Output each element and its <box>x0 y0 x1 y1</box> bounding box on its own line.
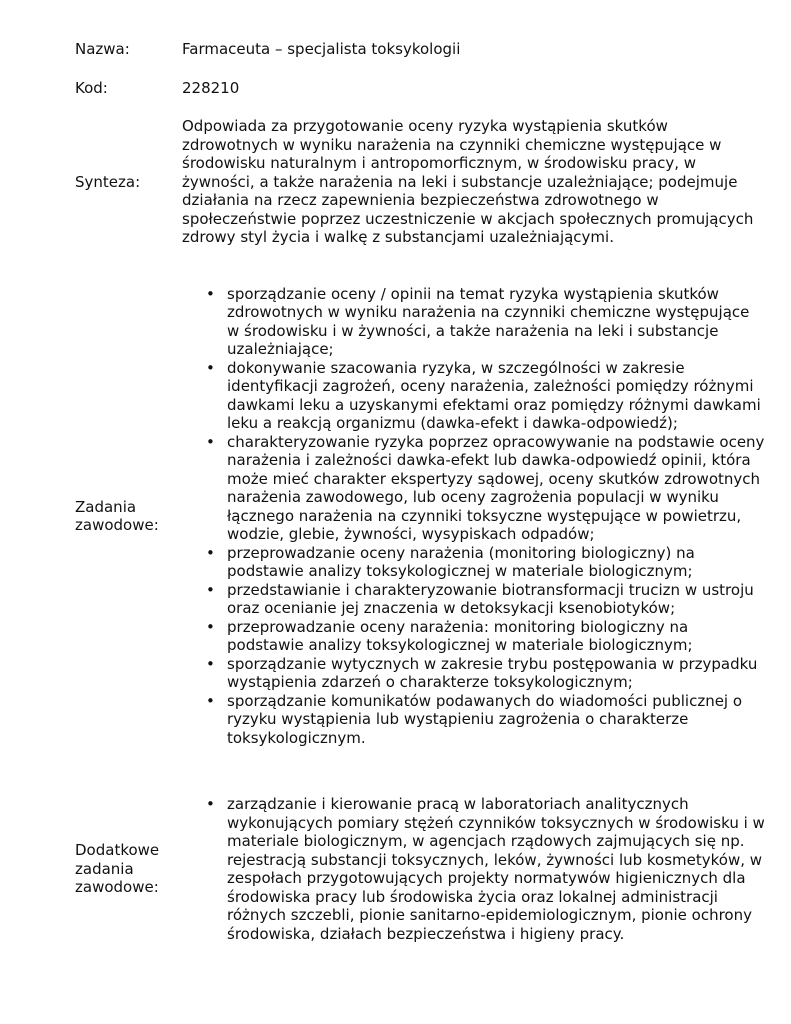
extra-tasks-label: Dodatkowe zadania zawodowe: <box>75 841 160 897</box>
list-item <box>206 580 765 618</box>
list-item <box>206 654 765 692</box>
bullet-icon: • <box>206 795 215 813</box>
bullet-icon: • <box>206 654 215 673</box>
bullet-icon: • <box>206 284 215 303</box>
code-value: 228210 <box>182 78 240 97</box>
task-text: sporządzanie oceny / opinii na temat ryzyka wystąpienia skutków zdrowotnych w wyniku narażenia na czynniki chemiczne występujące w środowisku i w żywności, a także narażenia na leki i substancje uzależniające; <box>227 284 750 359</box>
task-text: charakteryzowanie ryzyka poprzez opracowywanie na podstawie oceny narażenia i zależności dawka-efekt lub dawka-odpowiedź opinii, która może mieć charakter ekspertyzy sądowej, oceny skutków zdrowotnych narażenia zawodowego, lub oceny zagrożenia populacji w wyniku łącznego narażenia na czynniki toksyczne występujące w powietrzu, wodzie, glebie, żywności, wysypiskach odpadów; <box>227 432 765 544</box>
synthesis-row <box>75 118 765 246</box>
name-label: Nazwa: <box>75 39 130 58</box>
bullet-icon: • <box>206 580 215 599</box>
task-text: dokonywanie szacowania ryzyka, w szczególności w zakresie identyfikacji zagrożeń, oceny narażenia, zależności pomiędzy różnymi dawkami leku a uzyskanymi efektami oraz pomiędzy różnymi dawkami leku a reakcją organizmu (dawka-efekt i dawka-odpowiedź); <box>227 358 761 433</box>
name-row <box>75 39 765 59</box>
list-item <box>206 358 765 433</box>
synthesis-label: Synteza: <box>75 172 141 191</box>
code-label: Kod: <box>75 78 108 97</box>
list-item <box>206 691 765 748</box>
list-item <box>206 617 765 655</box>
synthesis-value: Odpowiada za przygotowanie oceny ryzyka wystąpienia skutków zdrowotnych w wyniku narażenia na czynniki chemiczne występujące w środowisku naturalnym i antropomorficznym, w środowisku pracy, w żywności, a także narażenia na leki i substancje uzależniające; podejmuje działania na rzecz zapewnienia bezpieczeństwa zdrowotnego w społeczeństwie poprzez uczestniczenie w akcjach społecznych promujących zdrowy styl życia i walkę z substancjami uzależniającymi. <box>182 117 754 247</box>
bullet-icon: • <box>206 617 215 636</box>
bullet-icon: • <box>206 543 215 562</box>
name-value: Farmaceuta – specjalista toksykologii <box>182 39 461 58</box>
task-text: przedstawianie i charakteryzowanie biotransformacji trucizn w ustroju oraz ocenianie jej znaczenia w detoksykacji ksenobiotyków; <box>227 580 754 618</box>
list-item <box>206 795 765 943</box>
task-text: sporządzanie wytycznych w zakresie trybu postępowania w przypadku wystąpienia zdarzeń o charakterze toksykologicznym; <box>227 654 758 692</box>
code-row <box>75 78 765 98</box>
extra-tasks-list-container <box>182 795 765 943</box>
list-item <box>206 432 765 544</box>
list-item <box>206 284 765 359</box>
task-text: przeprowadzanie oceny narażenia: monitoring biologiczny na podstawie analizy toksykologicznej w materiale biologicznym; <box>227 617 693 655</box>
extra-tasks-row <box>75 786 765 952</box>
bullet-icon: • <box>206 432 215 451</box>
extra-task-text: zarządzanie i kierowanie pracą w laboratoriach analitycznych wykonujących pomiary stężeń czynników toksycznych w środowisku i w materiale biologicznym, w agencjach rządowych zajmujących się np. rejestracją substancji toksycznych, leków, żywności lub kosmetyków, w zespołach przygotowujących projekty normatywów higienicznych dla środowiska pracy lub środowiska życia oraz lokalnej administracji różnych szczebli, pionie sanitarno-epidemiologicznym, pionie ochrony środowiska, działach bezpieczeństwa i higieny pracy. <box>227 795 765 943</box>
extra-tasks-list <box>182 795 765 943</box>
task-text: sporządzanie komunikatów podawanych do wiadomości publicznej o ryzyku wystąpienia lub wystąpieniu zagrożenia o charakterze toksykologicznym. <box>227 691 743 747</box>
bullet-icon: • <box>206 358 215 377</box>
bullet-icon: • <box>206 691 215 710</box>
list-item <box>206 543 765 581</box>
tasks-row <box>75 266 765 766</box>
tasks-label: Zadania zawodowe: <box>75 497 159 534</box>
tasks-list-container <box>182 285 765 748</box>
tasks-list <box>182 285 765 748</box>
task-text: przeprowadzanie oceny narażenia (monitoring biologiczny) na podstawie analizy toksykologicznej w materiale biologicznym; <box>227 543 695 581</box>
